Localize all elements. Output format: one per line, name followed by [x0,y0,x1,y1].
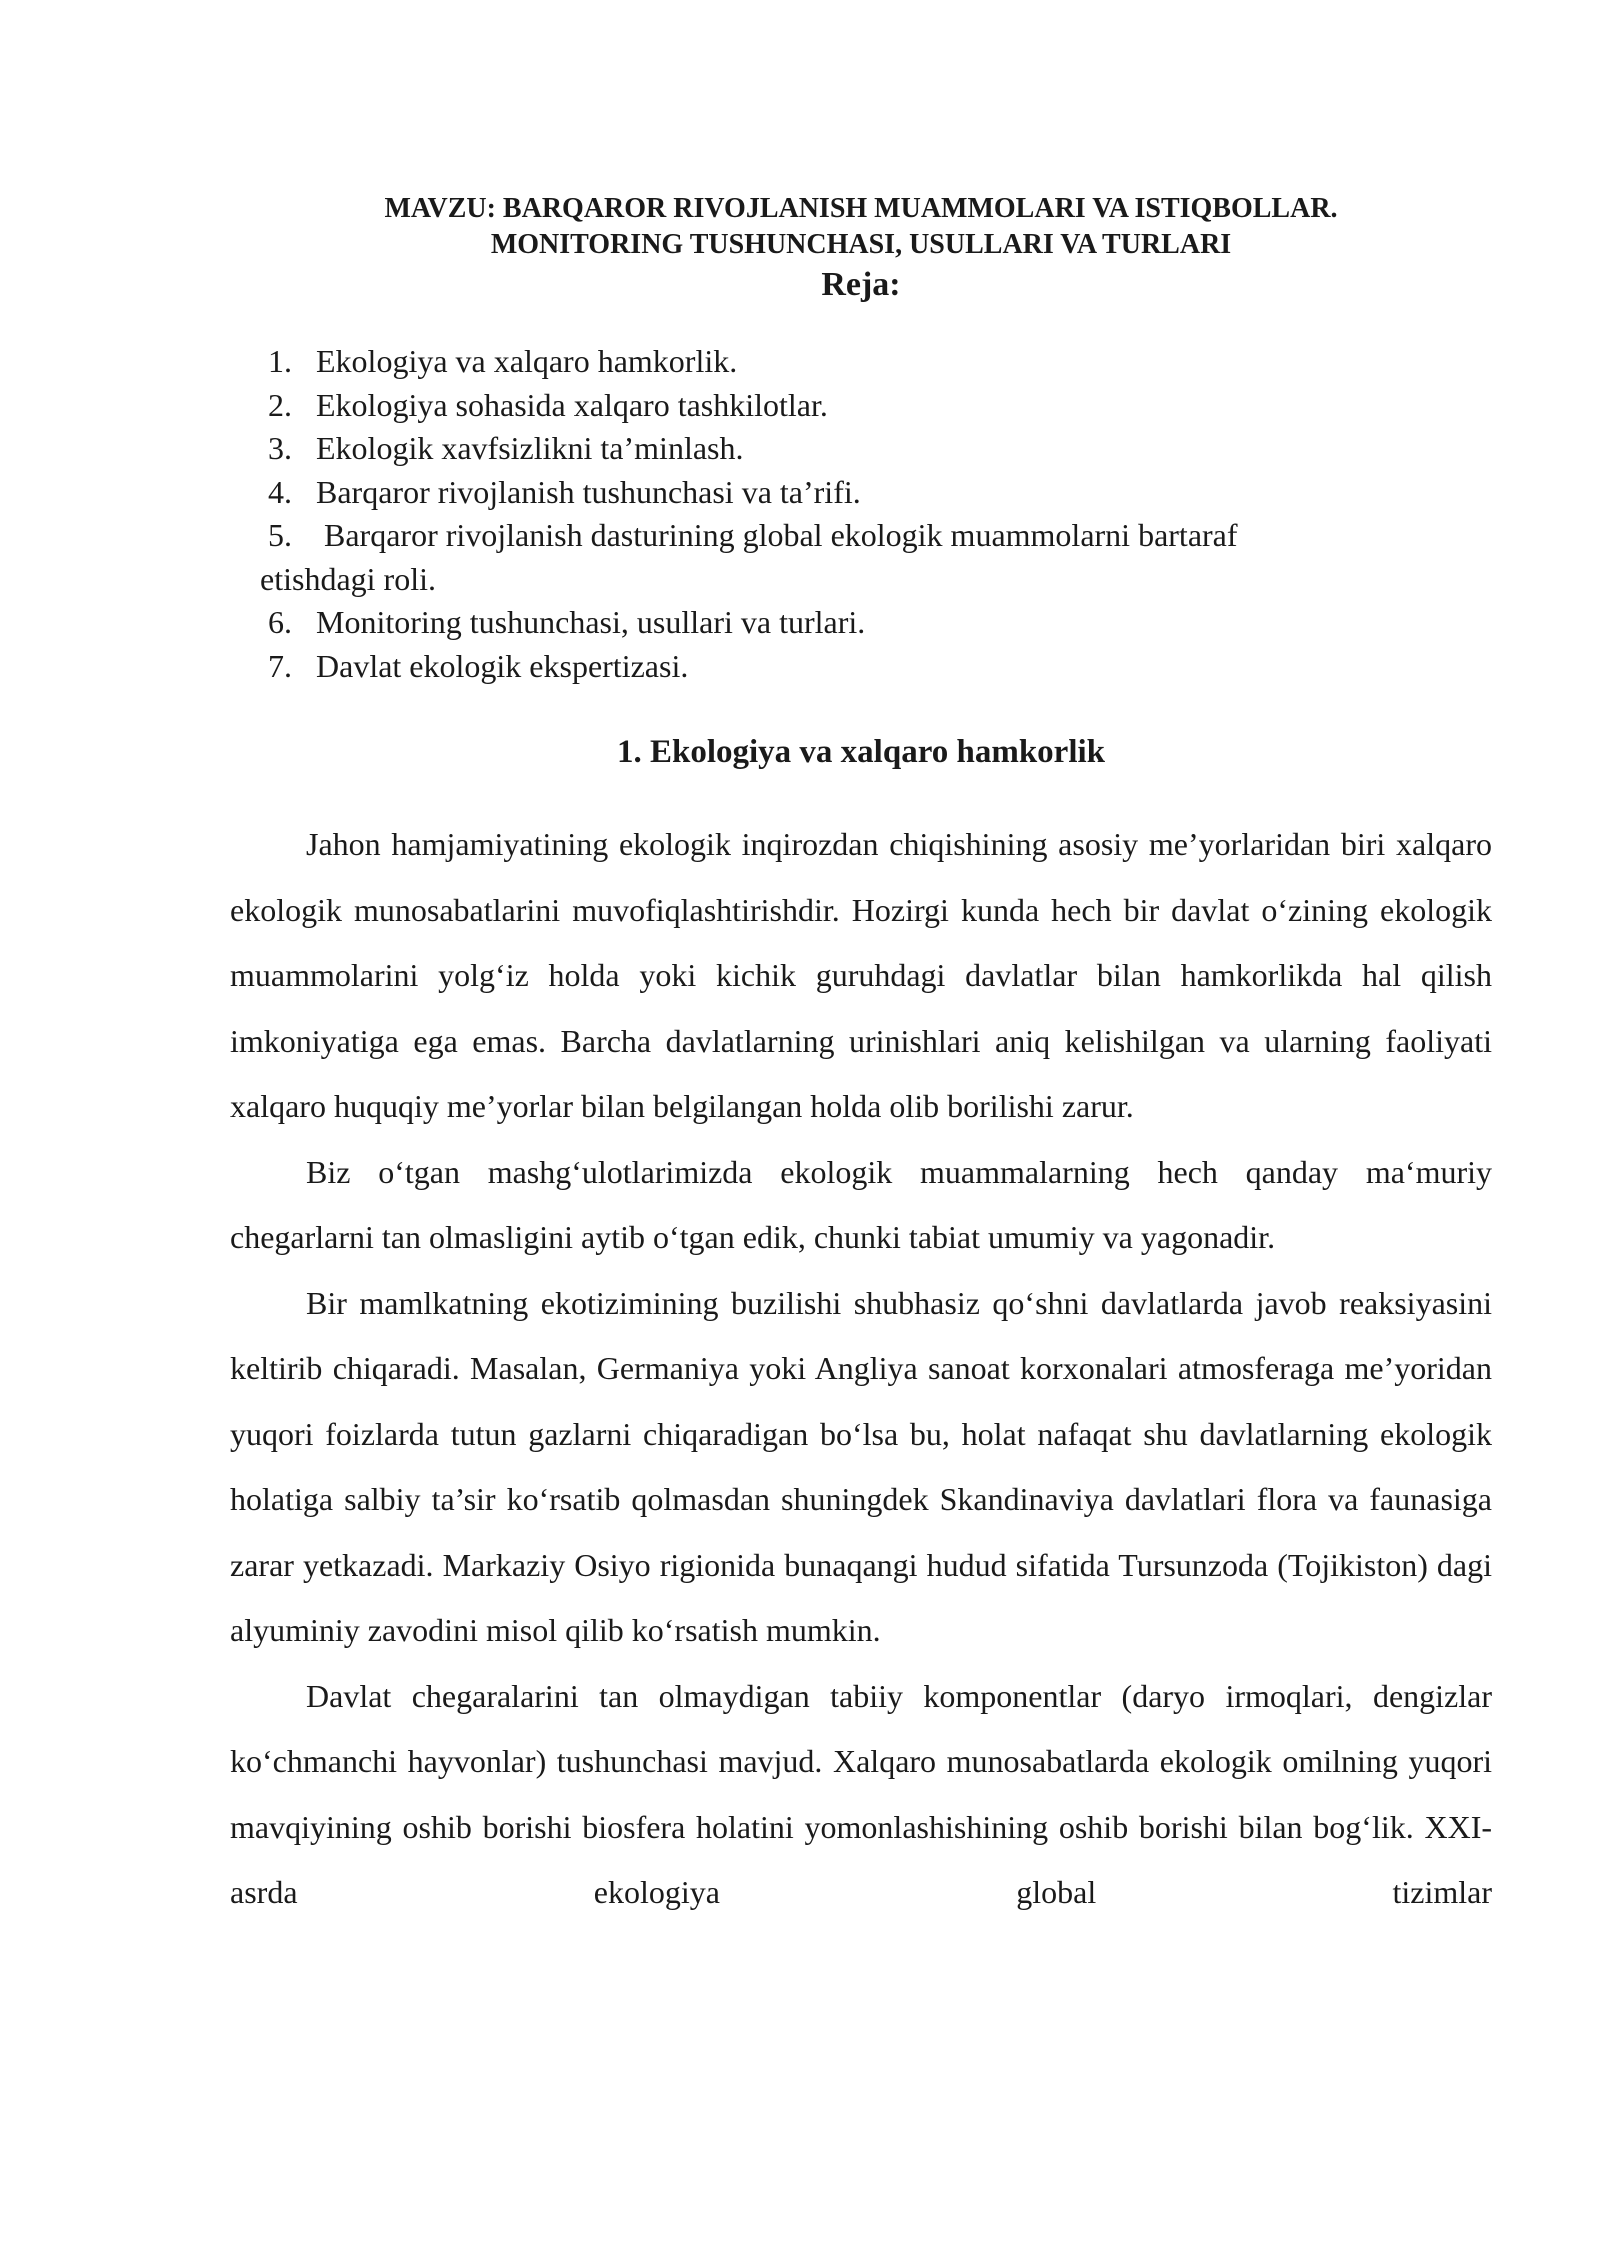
plan-item-text: Monitoring tushunchasi, usullari va turlari. [316,604,866,640]
plan-item-number: 5. [268,517,292,553]
section-heading: 1. Ekologiya va xalqaro hamkorlik [616,734,1106,770]
plan-item [268,645,1468,689]
plan-item-continuation-text: etishdagi roli. [260,560,436,597]
plan-item-number: 3. [268,430,292,466]
plan-item-text: Ekologiya sohasida xalqaro tashkilotlar. [316,386,828,423]
plan-item-continuation [260,558,1468,602]
plan-item-number: 7. [268,647,292,684]
body-text [230,812,1492,1926]
plan-item [268,427,1468,471]
plan-item-number: 2. [268,386,292,423]
plan-heading: Reja: [821,266,901,303]
plan-item-text: Ekologiya va xalqaro hamkorlik. [316,343,738,379]
plan-item-text: Ekologik xavfsizlikni ta’minlash. [316,430,744,466]
document-title-line-1: MAVZU: BARQAROR RIVOJLANISH MUAMMOLARI VA ISTIQBOLLAR. [384,193,1338,224]
plan-item-text: Barqaror rivojlanish dasturining global ekologik muammolarni bartaraf [316,517,1238,553]
document-title-line-2: MONITORING TUSHUNCHASI, USULLARI VA TURLARI [490,229,1232,260]
plan-item [268,471,1468,515]
paragraph: Biz o‘tgan mashg‘ulotlarimizda ekologik muammalarning hech qanday ma‘muriy chegarlarni tan olmasligini aytib o‘tgan edik, chunki tabiat umumiy va yagonadir. [230,1153,1492,1255]
plan-item [268,514,1468,558]
plan-item-number: 4. [268,473,292,510]
plan-item [268,340,1468,384]
plan-item [268,601,1468,645]
paragraph: Jahon hamjamiyatining ekologik inqirozdan chiqishining asosiy me’yorlaridan biri xalqaro ekologik munosabatlarini muvofiqlashtirishdir. Hozirgi kunda hech bir davlat o‘zining ekologik muammolarini yolg‘iz holda yoki kichik guruhdagi davlatlar bilan hamkorlikda hal qilish imkoniyatiga ega emas. Barcha davlatlarning urinishlari aniq kelishilgan va ularning faoliyati xalqaro huquqiy me’yorlar bilan belgilangan holda olib borilishi zarur. [230,826,1492,1124]
plan-item-text: Davlat ekologik ekspertizasi. [316,647,689,684]
plan-item-number: 1. [268,343,292,379]
paragraph: Davlat chegaralarini tan olmaydigan tabiiy komponentlar (daryo irmoqlari, dengizlar ko‘chmanchi hayvonlar) tushunchasi mavjud. Xalqaro munosabatlarda ekologik omilning yuqori mavqiyining oshib borishi biosfera holatini yomonlashishining oshib borishi bilan bog‘lik. XXI-asrda ekologiya global tizimlar [230,1677,1492,1910]
plan-item-number: 6. [268,604,292,640]
plan-item-text: Barqaror rivojlanish tushunchasi va ta’rifi. [316,473,861,510]
plan-list [260,340,1468,688]
paragraph: Bir mamlkatning ekotizimining buzilishi shubhasiz qo‘shni davlatlarda javob reaksiyasini keltirib chiqaradi. Masalan, Germaniya yoki Angliya sanoat korxonalari atmosferaga me’yoridan yuqori foizlarda tutun gazlarni chiqaradigan bo‘lsa bu, holat nafaqat shu davlatlarning ekologik holatiga salbiy ta’sir ko‘rsatib qolmasdan shuningdek Skandinaviya davlatlari flora va faunasiga zarar yetkazadi. Markaziy Osiyo rigionida bunaqangi hudud sifatida Tursunzoda (Tojikiston) dagi alyuminiy zavodini misol qilib ko‘rsatish mumkin. [230,1284,1492,1648]
plan-item [268,384,1468,428]
